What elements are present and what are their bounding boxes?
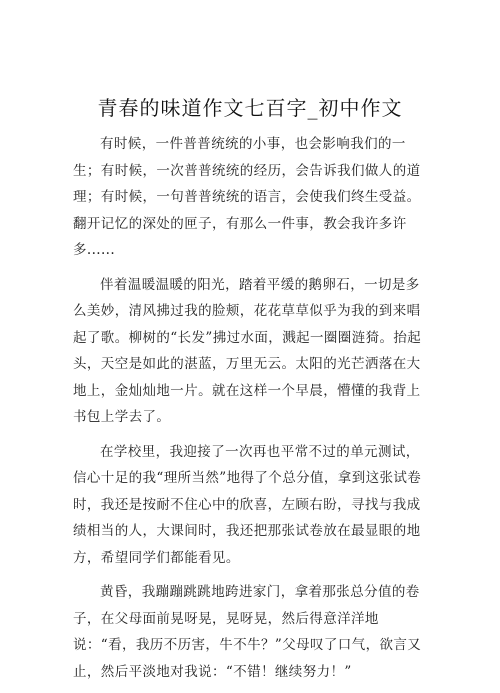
paragraph-2: 伴着温暖温暖的阳光，踏着平缓的鹅卵石，一切是多么美妙，清风拂过我的脸颊，花花草草似乎为我的到来唱起了歌。柳树的“长发”拂过水面，溅起一圈圈涟猗。抬起头，天空是如此的湛蓝，万里无云。太阳的光芒洒落在大地上，金灿灿地一片。就在这样一个早晨，懵懂的我背上书包上学去了。 [73,276,422,425]
paragraph-3: 在学校里，我迎接了一次再也平常不过的单元测试，信心十足的我“理所当然”地得了个总分值，拿到这张试卷时，我还是按耐不住心中的欣喜，左顾右盼，寻找与我成绩相当的人，大课间时，我还把那张试卷放在最显眼的地方，希望同学们都能看见。 [73,443,422,566]
paragraph-4: 黄昏，我蹦蹦跳跳地跨进家门，拿着那张总分值的卷子，在父母面前晃呀晃，晃呀晃，然后得意洋洋地说：“看，我历不历害，牛不牛？”父母叹了口气，欲言又止，然后平淡地对我说：“不错！继续努力！” [73,584,422,680]
page-title: 青春的味道作文七百字_初中作文 [97,96,403,120]
paragraph-1: 有时候，一件普普统统的小事，也会影响我们的一生；有时候，一次普普统统的经历，会告诉我们做人的道理；有时候，一句普普统统的语言，会使我们终生受益。翻开记忆的深处的匣子，有那么一件事，教会我许多许多...... [73,136,421,258]
article-body [73,131,431,693]
